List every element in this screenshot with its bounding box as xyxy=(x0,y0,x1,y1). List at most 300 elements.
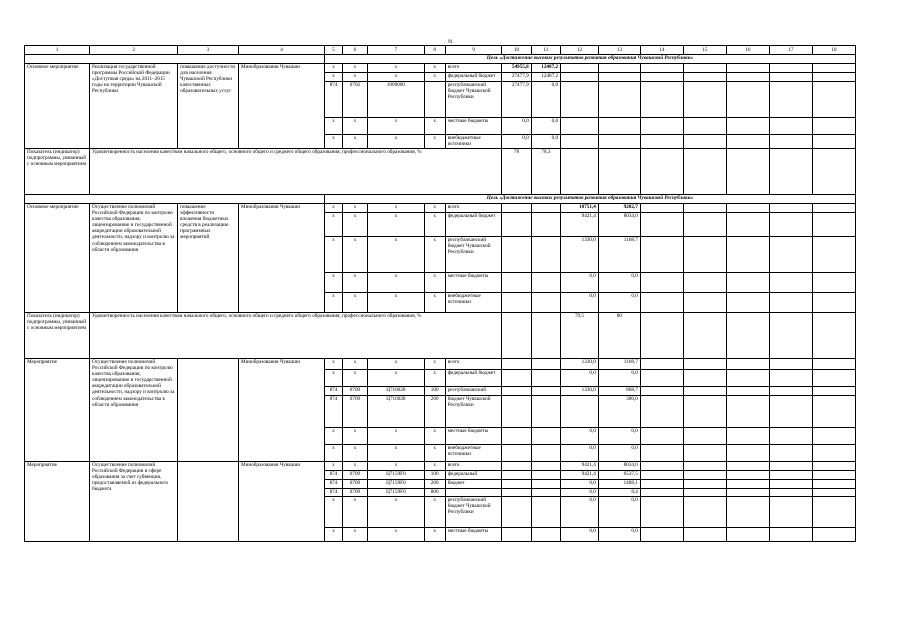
event-goal: повышение доступности для населения Чувашской Республики качественных образовательных услуг xyxy=(178,64,239,149)
value-cell xyxy=(598,64,640,73)
empty-cell xyxy=(640,396,683,428)
source-cell: бюджет xyxy=(445,480,502,489)
column-number: 18 xyxy=(812,46,855,55)
column-number: 1 xyxy=(25,46,90,55)
empty-cell xyxy=(640,73,683,82)
column-number: 2 xyxy=(90,46,178,55)
empty-cell xyxy=(683,359,726,370)
indicator-text: Удовлетворенность населения качеством начального общего, основного общего и среднего общего образования, профессионального образования, % xyxy=(90,313,502,359)
budget-table xyxy=(24,45,856,542)
value-cell: 1168,7 xyxy=(598,237,640,273)
empty-cell xyxy=(683,273,726,293)
source-cell: федеральный бюджет xyxy=(445,73,502,82)
code-cell: х xyxy=(368,370,425,387)
code-cell: х xyxy=(368,273,425,293)
code-cell: х xyxy=(325,428,343,445)
empty-cell xyxy=(769,489,812,497)
code-cell: 874 xyxy=(325,480,343,489)
empty-cell xyxy=(726,471,769,480)
value-cell: 8034,0 xyxy=(598,213,640,237)
empty-cell xyxy=(812,428,855,445)
source-cell: всего xyxy=(445,359,502,370)
empty-cell xyxy=(726,462,769,471)
empty-cell xyxy=(726,135,769,149)
empty-cell xyxy=(683,237,726,273)
source-cell: местные бюджеты xyxy=(445,528,502,542)
value-cell: 1330,0 xyxy=(561,387,599,396)
code-cell: х xyxy=(342,528,367,542)
column-number: 17 xyxy=(769,46,812,55)
value-cell: 0,0 xyxy=(502,118,531,135)
column-number: 9 xyxy=(445,46,502,55)
code-cell: х xyxy=(342,64,367,73)
executor: Минобразования Чувашии xyxy=(239,462,325,542)
code-cell xyxy=(424,82,445,118)
empty-cell xyxy=(812,497,855,528)
empty-cell xyxy=(769,204,812,213)
code-cell: х xyxy=(342,118,367,135)
empty-cell xyxy=(726,396,769,428)
value-cell xyxy=(531,471,560,480)
code-cell: х xyxy=(424,293,445,313)
empty-cell xyxy=(683,118,726,135)
code-cell: х xyxy=(342,359,367,370)
column-number: 14 xyxy=(640,46,683,55)
value-cell xyxy=(502,370,531,387)
column-number: 8 xyxy=(424,46,445,55)
code-cell: 0709 xyxy=(342,480,367,489)
value-cell xyxy=(502,359,531,370)
code-cell: х xyxy=(342,293,367,313)
empty-cell xyxy=(640,64,683,73)
code-cell: 100 xyxy=(424,471,445,480)
column-number-row xyxy=(25,46,856,55)
empty-cell xyxy=(640,445,683,462)
value-cell: 0,0 xyxy=(598,370,640,387)
code-cell: х xyxy=(368,497,425,528)
empty-cell xyxy=(769,135,812,149)
value-cell xyxy=(531,396,560,428)
code-cell: х xyxy=(424,237,445,273)
empty-cell xyxy=(683,428,726,445)
code-cell: Ц7159F0 xyxy=(368,480,425,489)
code-cell: х xyxy=(424,497,445,528)
empty-cell xyxy=(640,462,683,471)
code-cell: 0702 xyxy=(342,82,367,118)
empty-cell xyxy=(812,204,855,213)
value-cell xyxy=(598,73,640,82)
source-cell: местные бюджеты xyxy=(445,118,502,135)
code-cell: х xyxy=(424,370,445,387)
value-cell: 0,0 xyxy=(561,497,599,528)
value-cell: 12487,2 xyxy=(531,64,560,73)
empty-cell xyxy=(683,489,726,497)
value-cell: 0,0 xyxy=(561,528,599,542)
value-cell xyxy=(531,237,560,273)
column-number: 3 xyxy=(178,46,239,55)
indicator-row xyxy=(25,149,856,195)
empty-cell xyxy=(812,387,855,396)
value-cell xyxy=(531,204,560,213)
empty-cell xyxy=(769,237,812,273)
value-cell: 9202,7 xyxy=(598,204,640,213)
empty-cell xyxy=(640,428,683,445)
value-cell xyxy=(561,73,599,82)
source-cell: внебюджетные источники xyxy=(445,135,502,149)
empty-cell xyxy=(726,293,769,313)
empty-cell xyxy=(683,64,726,73)
event-type: Основное мероприятие xyxy=(25,64,90,149)
code-cell: х xyxy=(368,73,425,82)
value-cell: 12487,2 xyxy=(531,73,560,82)
empty-cell xyxy=(683,370,726,387)
empty-cell xyxy=(640,204,683,213)
value-cell xyxy=(531,428,560,445)
empty-cell xyxy=(812,73,855,82)
code-cell: х xyxy=(424,213,445,237)
empty-cell xyxy=(769,445,812,462)
code-cell: 0709 xyxy=(342,489,367,497)
value-cell: 300,0 xyxy=(598,396,640,428)
empty-cell xyxy=(683,149,726,195)
code-cell: х xyxy=(368,428,425,445)
value-cell: 9421,4 xyxy=(561,471,599,480)
spacer-cell xyxy=(25,195,325,204)
code-cell: х xyxy=(424,118,445,135)
code-cell: х xyxy=(325,293,343,313)
empty-cell xyxy=(769,273,812,293)
value-cell: 0,0 xyxy=(561,445,599,462)
code-cell: х xyxy=(368,237,425,273)
code-cell: 0709 xyxy=(342,471,367,480)
empty-cell xyxy=(812,462,855,471)
value-cell: 8034,0 xyxy=(598,462,640,471)
value-cell xyxy=(561,118,599,135)
value-cell: 0,0 xyxy=(598,273,640,293)
empty-cell xyxy=(812,396,855,428)
empty-cell xyxy=(812,528,855,542)
empty-cell xyxy=(683,82,726,118)
value-cell xyxy=(502,396,531,428)
empty-cell xyxy=(726,64,769,73)
table-row xyxy=(25,64,856,73)
empty-cell xyxy=(769,64,812,73)
code-cell: х xyxy=(424,359,445,370)
column-number: 6 xyxy=(342,46,367,55)
code-cell: 100 xyxy=(424,387,445,396)
empty-cell xyxy=(726,489,769,497)
empty-cell xyxy=(683,204,726,213)
code-cell: х xyxy=(368,528,425,542)
empty-cell xyxy=(769,396,812,428)
code-cell: Ц710028 xyxy=(368,396,425,428)
value-cell xyxy=(531,489,560,497)
code-cell: х xyxy=(342,135,367,149)
value-cell xyxy=(531,359,560,370)
column-number: 5 xyxy=(325,46,343,55)
empty-cell xyxy=(683,528,726,542)
code-cell: х xyxy=(342,445,367,462)
empty-cell xyxy=(769,293,812,313)
value-cell xyxy=(561,135,599,149)
empty-cell xyxy=(726,497,769,528)
code-cell: х xyxy=(325,462,343,471)
empty-cell xyxy=(812,82,855,118)
empty-cell xyxy=(683,213,726,237)
value-cell xyxy=(502,528,531,542)
value-cell xyxy=(531,480,560,489)
empty-cell xyxy=(640,213,683,237)
source-cell: республиканский бюджет Чувашской Республики xyxy=(445,497,502,528)
empty-cell xyxy=(640,497,683,528)
value-cell: 0,0 xyxy=(561,489,599,497)
code-cell: х xyxy=(368,213,425,237)
value-cell: 27477,9 xyxy=(502,73,531,82)
empty-cell xyxy=(769,480,812,489)
value-cell: 1488,1 xyxy=(598,480,640,489)
source-cell: федеральный бюджет xyxy=(445,213,502,237)
value-cell xyxy=(502,273,531,293)
indicator-value: 78,3 xyxy=(531,149,560,195)
code-cell: х xyxy=(424,204,445,213)
empty-cell xyxy=(726,149,769,195)
value-cell: 0,0 xyxy=(561,428,599,445)
source-cell: федеральный бюджет xyxy=(445,370,502,387)
indicator-label: Показатель (индикатор) подпрограммы, увязанный с основным мероприятием xyxy=(25,149,90,195)
value-cell xyxy=(561,396,599,428)
code-cell: х xyxy=(424,462,445,471)
code-cell: х xyxy=(368,135,425,149)
code-cell: х xyxy=(325,204,343,213)
value-cell: 27477,9 xyxy=(502,82,531,118)
value-cell xyxy=(531,387,560,396)
value-cell: 0,0 xyxy=(598,528,640,542)
event-name: Осуществление полномочий Российской Федерации по контролю качества образования, лицензированию и государственной аккредитации образовательной деятельности, надзору и контролю за соблюдением законодательства в области образования xyxy=(90,204,178,313)
column-number: 13 xyxy=(598,46,640,55)
page-number: 91 xyxy=(448,40,453,45)
value-cell xyxy=(531,370,560,387)
code-cell: х xyxy=(368,445,425,462)
event-name: Реализация государственной программы Российской Федерации «Доступная среда» на 2011–2015 годы на территории Чувашской Республики xyxy=(90,64,178,149)
goal-row xyxy=(25,55,856,64)
value-cell: 0,0 xyxy=(531,118,560,135)
empty-cell xyxy=(683,497,726,528)
empty-cell xyxy=(726,313,769,359)
code-cell: 874 xyxy=(325,489,343,497)
event-name: Осуществление полномочий Российской Федерации в сфере образования за счет субвенции, предоставляемой из федерального бюджета xyxy=(90,462,178,542)
empty-cell xyxy=(640,387,683,396)
empty-cell xyxy=(726,528,769,542)
table-row xyxy=(25,359,856,370)
code-cell: х xyxy=(368,118,425,135)
value-cell xyxy=(598,82,640,118)
source-cell: всего xyxy=(445,204,502,213)
empty-cell xyxy=(726,73,769,82)
value-cell xyxy=(502,293,531,313)
source-cell: республиканский бюджет Чувашской Республики xyxy=(445,237,502,273)
value-cell xyxy=(502,428,531,445)
column-number: 10 xyxy=(502,46,531,55)
empty-cell xyxy=(640,149,683,195)
value-cell xyxy=(502,471,531,480)
empty-cell xyxy=(769,370,812,387)
empty-cell xyxy=(640,293,683,313)
value-cell xyxy=(561,64,599,73)
code-cell: х xyxy=(342,204,367,213)
source-cell: республиканский бюджет Чувашской Республики xyxy=(445,82,502,118)
value-cell xyxy=(531,273,560,293)
empty-cell xyxy=(812,445,855,462)
empty-cell xyxy=(683,445,726,462)
empty-cell xyxy=(726,480,769,489)
empty-cell xyxy=(769,462,812,471)
value-cell xyxy=(561,82,599,118)
value-cell xyxy=(531,462,560,471)
value-cell xyxy=(502,387,531,396)
source-cell: бюджет Чувашской Республики xyxy=(445,396,502,428)
code-cell: х xyxy=(325,359,343,370)
executor: Минобразования Чувашии xyxy=(239,204,325,313)
code-cell: 200 xyxy=(424,396,445,428)
value-cell xyxy=(598,135,640,149)
empty-cell xyxy=(683,471,726,480)
code-cell: х xyxy=(342,213,367,237)
empty-cell xyxy=(726,82,769,118)
indicator-row xyxy=(25,313,856,359)
indicator-value xyxy=(502,313,531,359)
empty-cell xyxy=(812,293,855,313)
code-cell: 200 xyxy=(424,480,445,489)
code-cell: Ц7159F0 xyxy=(368,471,425,480)
empty-cell xyxy=(812,149,855,195)
indicator-value: 79,5 xyxy=(561,313,599,359)
value-cell xyxy=(502,445,531,462)
empty-cell xyxy=(726,370,769,387)
code-cell: х xyxy=(342,462,367,471)
value-cell: 0,0 xyxy=(598,445,640,462)
empty-cell xyxy=(640,528,683,542)
value-cell: 1168,7 xyxy=(598,359,640,370)
empty-cell xyxy=(812,273,855,293)
value-cell: 0,0 xyxy=(598,428,640,445)
value-cell: 10751,4 xyxy=(561,204,599,213)
empty-cell xyxy=(812,359,855,370)
code-cell: 874 xyxy=(325,82,343,118)
value-cell: 0,0 xyxy=(561,370,599,387)
event-goal: повышение эффективности вложения бюджетных средств в реализацию программных мероприятий xyxy=(178,204,239,313)
empty-cell xyxy=(769,118,812,135)
empty-cell xyxy=(769,471,812,480)
empty-cell xyxy=(640,118,683,135)
value-cell xyxy=(502,489,531,497)
column-number: 7 xyxy=(368,46,425,55)
empty-cell xyxy=(769,428,812,445)
event-type: Основное мероприятие xyxy=(25,204,90,313)
empty-cell xyxy=(640,489,683,497)
code-cell: х xyxy=(424,64,445,73)
empty-cell xyxy=(726,359,769,370)
empty-cell xyxy=(640,313,683,359)
source-cell xyxy=(445,489,502,497)
value-cell xyxy=(531,213,560,237)
empty-cell xyxy=(812,313,855,359)
code-cell: Ц710028 xyxy=(368,387,425,396)
code-cell: х xyxy=(424,445,445,462)
table-row xyxy=(25,204,856,213)
empty-cell xyxy=(769,213,812,237)
value-cell xyxy=(502,462,531,471)
empty-cell xyxy=(640,471,683,480)
empty-cell xyxy=(683,462,726,471)
value-cell: 54955,8 xyxy=(502,64,531,73)
indicator-value: 78 xyxy=(502,149,531,195)
goal-heading: Цель «Достижение высоких результатов развития образования Чувашской Республики» xyxy=(325,55,856,64)
empty-cell xyxy=(726,273,769,293)
empty-cell xyxy=(769,73,812,82)
code-cell: 1009000 xyxy=(368,82,425,118)
event-type: Мероприятие xyxy=(25,359,90,462)
indicator-text: Удовлетворенность населения качеством начального общего, основного общего и среднего общего образования, профессионального образования, % xyxy=(90,149,502,195)
code-cell: 0709 xyxy=(342,387,367,396)
event-type: Мероприятие xyxy=(25,462,90,542)
empty-cell xyxy=(769,497,812,528)
indicator-label: Показатель (индикатор) подпрограммы, увязанный с основным мероприятием xyxy=(25,313,90,359)
column-number: 15 xyxy=(683,46,726,55)
code-cell: х xyxy=(325,273,343,293)
goal-heading: Цель «Достижение высоких результатов развития образования Чувашской Республики» xyxy=(325,195,856,204)
empty-cell xyxy=(812,64,855,73)
value-cell xyxy=(502,480,531,489)
value-cell: 0,0 xyxy=(561,273,599,293)
empty-cell xyxy=(726,428,769,445)
value-cell: 8,4 xyxy=(598,489,640,497)
value-cell xyxy=(502,497,531,528)
empty-cell xyxy=(769,528,812,542)
value-cell: 868,7 xyxy=(598,387,640,396)
empty-cell xyxy=(769,387,812,396)
empty-cell xyxy=(683,313,726,359)
code-cell: 800 xyxy=(424,489,445,497)
empty-cell xyxy=(726,237,769,273)
code-cell: х xyxy=(325,135,343,149)
indicator-value: 80 xyxy=(598,313,640,359)
source-cell: всего xyxy=(445,462,502,471)
code-cell: х xyxy=(368,64,425,73)
value-cell xyxy=(531,497,560,528)
code-cell: х xyxy=(368,462,425,471)
code-cell: 874 xyxy=(325,387,343,396)
column-number: 16 xyxy=(726,46,769,55)
spacer-cell xyxy=(25,55,325,64)
value-cell xyxy=(502,237,531,273)
value-cell: 1330,0 xyxy=(561,237,599,273)
empty-cell xyxy=(640,480,683,489)
code-cell: Ц7159F0 xyxy=(368,489,425,497)
code-cell: х xyxy=(424,273,445,293)
code-cell: х xyxy=(342,273,367,293)
executor: Минобразования Чувашии xyxy=(239,64,325,149)
empty-cell xyxy=(683,73,726,82)
source-cell: федеральный xyxy=(445,471,502,480)
empty-cell xyxy=(683,293,726,313)
empty-cell xyxy=(640,237,683,273)
event-name: Осуществление полномочий Российской Федерации по контролю качества образования, лицензированию и государственной аккредитации образовательной деятельности, надзору и контролю за соблюдением законодательства в области образования xyxy=(90,359,178,462)
empty-cell xyxy=(769,313,812,359)
table-row xyxy=(25,462,856,471)
indicator-value xyxy=(531,313,560,359)
code-cell: х xyxy=(424,73,445,82)
empty-cell xyxy=(683,480,726,489)
